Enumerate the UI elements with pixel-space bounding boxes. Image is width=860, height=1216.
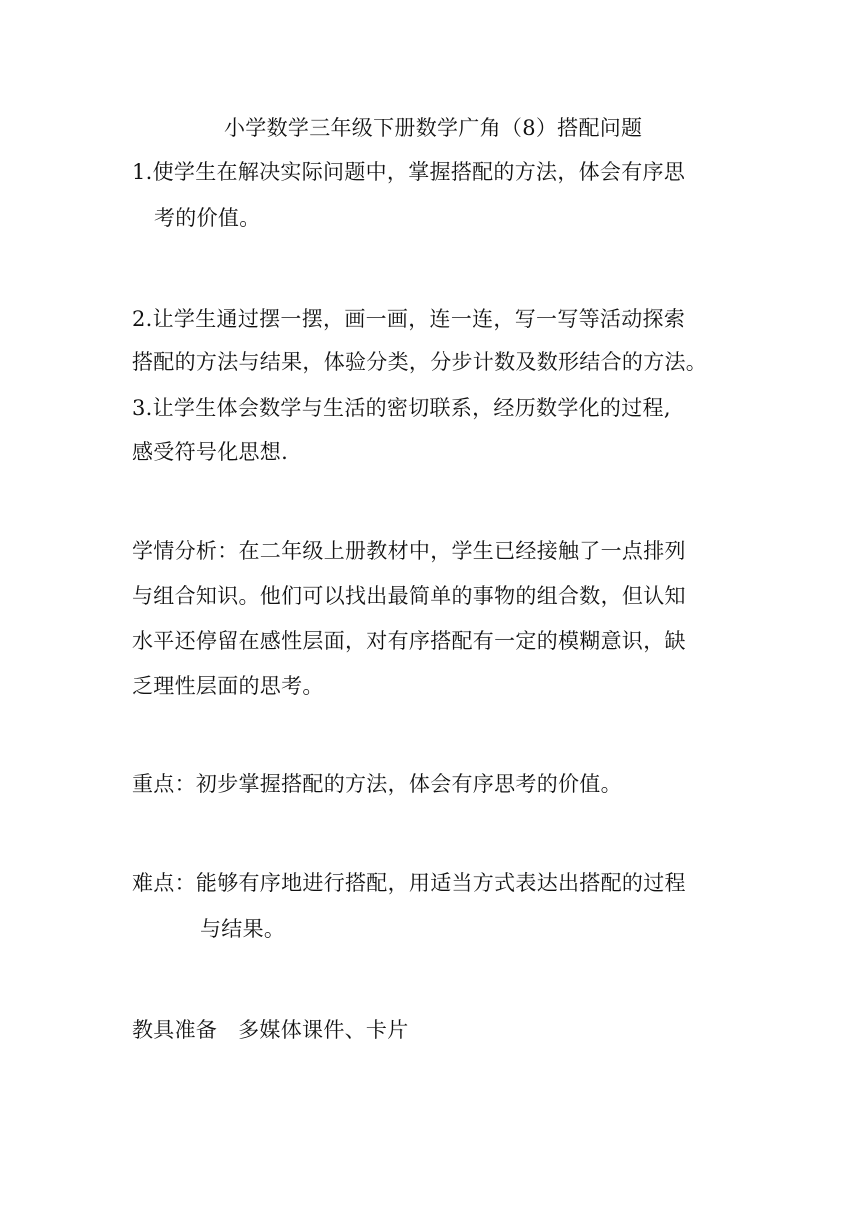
difficulty-line-1: 难点：能够有序地进行搭配，用适当方式表达出搭配的过程	[132, 871, 686, 895]
objective-3-line-1: 3.让学生体会数学与生活的密切联系，经历数学化的过程,	[132, 396, 671, 420]
objective-1-line-2: 考的价值。	[154, 206, 261, 230]
analysis-line-4: 乏理性层面的思考。	[132, 674, 324, 698]
analysis-line-3: 水平还停留在感性层面，对有序搭配有一定的模糊意识，缺	[132, 629, 686, 653]
objective-1-line-1: 1.使学生在解决实际问题中，掌握搭配的方法，体会有序思	[132, 160, 686, 184]
key-point: 重点：初步掌握搭配的方法，体会有序思考的价值。	[132, 772, 622, 796]
analysis-line-1: 学情分析：在二年级上册教材中，学生已经接触了一点排列	[132, 539, 686, 563]
objective-2-line-1: 2.让学生通过摆一摆，画一画，连一连，写一写等活动探索	[132, 307, 686, 331]
analysis-line-2: 与组合知识。他们可以找出最简单的事物的组合数，但认知	[132, 584, 686, 608]
difficulty-line-2: 与结果。	[200, 917, 286, 941]
materials: 教具准备 多媒体课件、卡片	[132, 1018, 409, 1042]
page-title: 小学数学三年级下册数学广角（8）搭配问题	[224, 116, 643, 140]
objective-3-line-2: 感受符号化思想.	[132, 440, 289, 464]
objective-2-line-2: 搭配的方法与结果，体验分类，分步计数及数形结合的方法。	[132, 350, 708, 374]
